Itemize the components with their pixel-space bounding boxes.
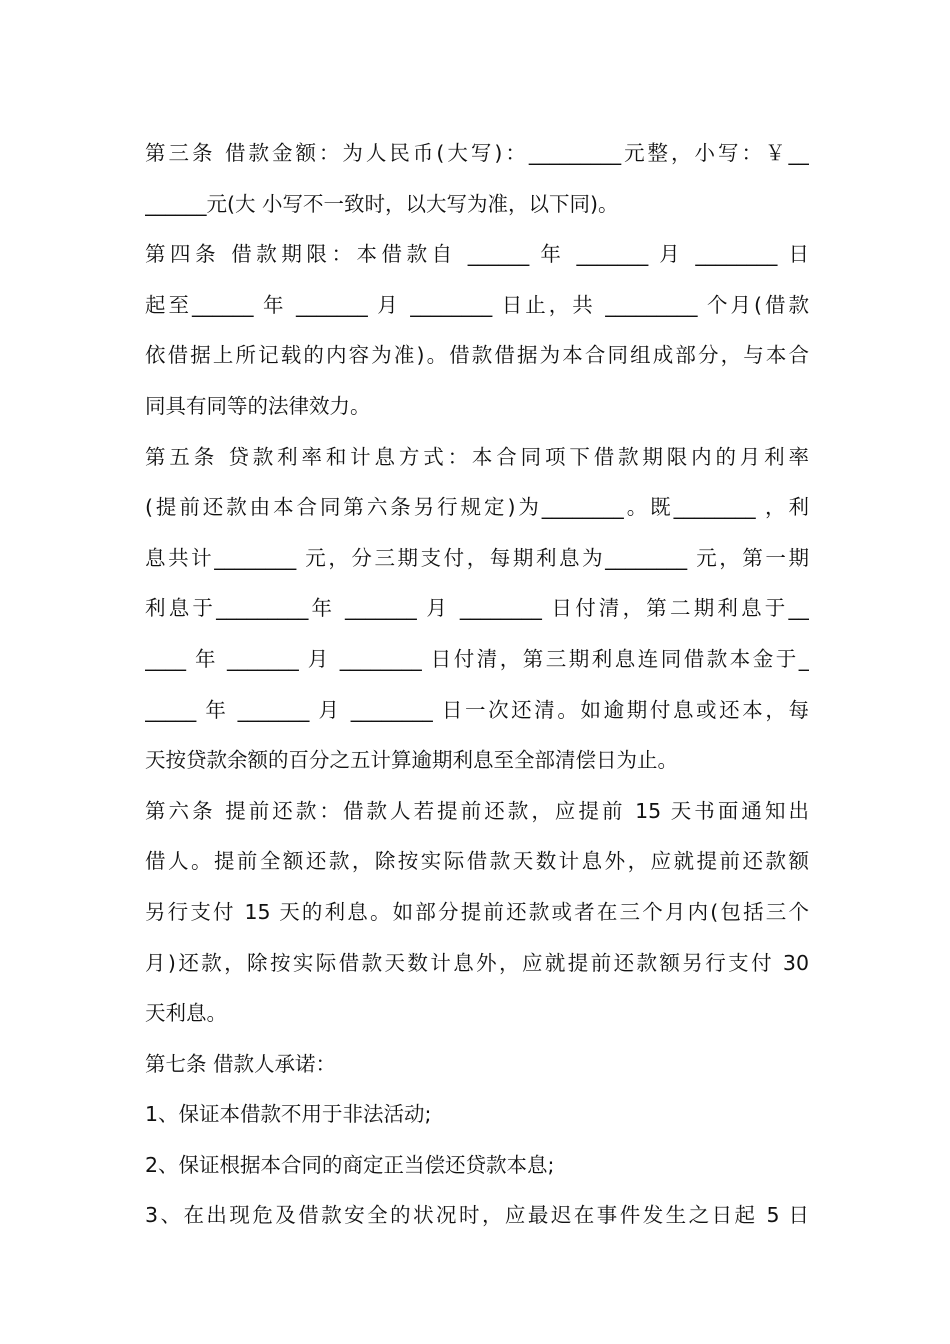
text-line: 第五条 贷款利率和计息方式：本合同项下借款期限内的月利率	[145, 444, 809, 469]
text-line: 借人。提前全额还款，除按实际借款天数计息外，应就提前还款额	[145, 849, 809, 874]
text-line: 天利息。	[145, 1001, 227, 1026]
text-line: 同具有同等的法律效力。	[145, 393, 371, 418]
text-line: 利息于_________年 _______ 月 ________ 日付清，第二期利息于__	[145, 596, 809, 621]
text-line: _____ 年 _______ 月 ________ 日一次还清。如逾期付息或还本，每	[145, 697, 809, 722]
text-line: 2、保证根据本合同的商定正当偿还贷款本息;	[145, 1152, 555, 1177]
text-line: 月)还款，除按实际借款天数计息外，应就提前还款额另行支付 30	[145, 950, 809, 975]
text-line: 天按贷款余额的百分之五计算逾期利息至全部清偿日为止。	[145, 748, 678, 773]
text-line: 第四条 借款期限：本借款自 ______ 年 _______ 月 ________ 日	[145, 242, 809, 267]
text-line: 起至______ 年 _______ 月 ________ 日止，共 _________ 个月(借款	[145, 292, 809, 317]
text-line: 第六条 提前还款：借款人若提前还款，应提前 15 天书面通知出	[145, 798, 809, 823]
text-line: 1、保证本借款不用于非法活动;	[145, 1102, 432, 1127]
text-line: 第三条 借款金额：为人民币(大写)：_________元整，小写：￥__	[145, 141, 809, 165]
text-line: 3、在出现危及借款安全的状况时，应最迟在事件发生之日起 5 日	[145, 1203, 809, 1228]
text-line: 依借据上所记载的内容为准)。借款借据为本合同组成部分，与本合	[145, 343, 809, 368]
document-body	[145, 128, 809, 1241]
text-line: (提前还款由本合同第六条另行规定)为________。既________ ，利	[145, 495, 809, 520]
text-line: ____ 年 _______ 月 ________ 日付清，第三期利息连同借款本金于_	[145, 646, 809, 671]
text-line: 另行支付 15 天的利息。如部分提前还款或者在三个月内(包括三个	[145, 899, 809, 924]
text-line: 息共计________ 元，分三期支付，每期利息为________ 元，第一期	[145, 545, 809, 570]
text-line: 第七条 借款人承诺：	[145, 1051, 337, 1076]
text-line: ______元(大 小写不一致时，以大写为准，以下同)。	[145, 191, 619, 216]
